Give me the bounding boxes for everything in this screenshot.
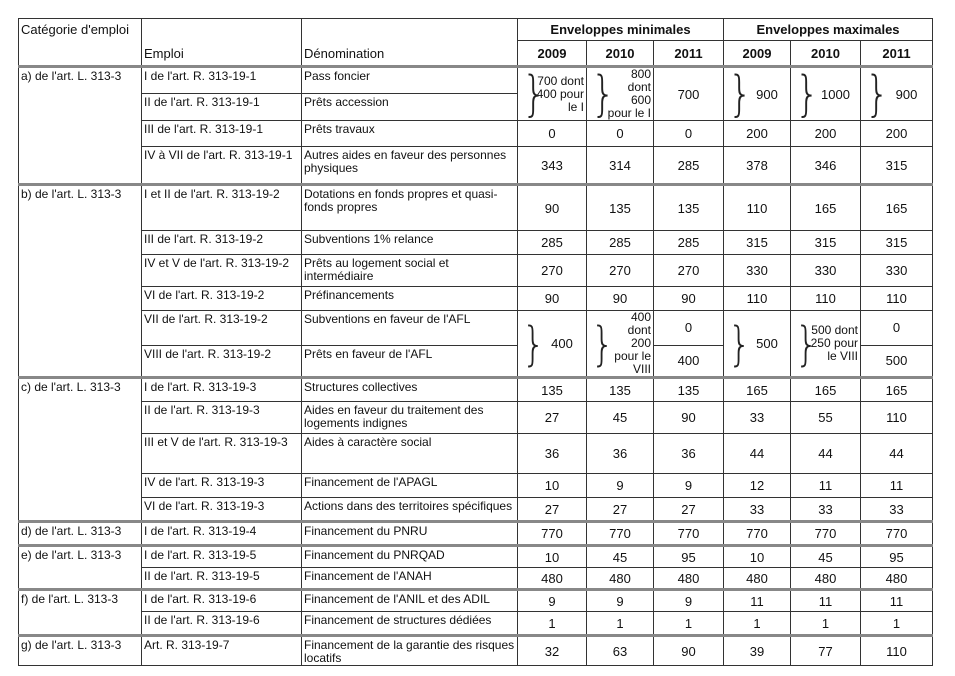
max-2010-cell: 11 <box>791 590 861 612</box>
max-2009-cell <box>724 67 791 121</box>
min-2011-cell: 9 <box>654 474 724 498</box>
denomination-cell: Subventions en faveur de l'AFL <box>302 311 518 346</box>
value-text: 800 dont 600 pour le I <box>607 67 651 120</box>
min-2011-cell: 480 <box>654 568 724 590</box>
min-2009-cell <box>518 67 587 121</box>
brace-icon: } <box>794 316 819 371</box>
min-2009-cell: 36 <box>518 434 587 474</box>
max-2010-cell: 77 <box>791 636 861 666</box>
min-2011-cell: 135 <box>654 185 724 231</box>
max-2009-cell: 110 <box>724 287 791 311</box>
min-2011-cell: 1 <box>654 612 724 636</box>
min-2011-cell: 0 <box>654 121 724 147</box>
table-row <box>19 255 933 287</box>
emploi-cell: I de l'art. R. 313-19-3 <box>142 378 302 402</box>
brace-icon: } <box>522 66 547 121</box>
emploi-cell: IV de l'art. R. 313-19-3 <box>142 474 302 498</box>
envelopes-table <box>18 18 933 666</box>
max-2009-cell: 770 <box>724 522 791 546</box>
table-row <box>19 590 933 612</box>
value-text: 400 dont 200 pour le VIII <box>614 310 651 376</box>
denomination-cell: Prêts accession <box>302 94 518 121</box>
min-2009-cell: 10 <box>518 546 587 568</box>
table-row <box>19 522 933 546</box>
denomination-cell: Financement de structures dédiées <box>302 612 518 636</box>
emploi-cell: IV à VII de l'art. R. 313-19-1 <box>142 147 302 185</box>
min-2011-cell: 135 <box>654 378 724 402</box>
table-body <box>19 67 933 666</box>
emploi-cell: I de l'art. R. 313-19-5 <box>142 546 302 568</box>
brace-icon: } <box>795 66 820 121</box>
max-2010-cell: 480 <box>791 568 861 590</box>
max-2009-cell: 11 <box>724 590 791 612</box>
emploi-cell: VI de l'art. R. 313-19-3 <box>142 498 302 522</box>
min-2009-cell: 343 <box>518 147 587 185</box>
emploi-cell: II de l'art. R. 313-19-6 <box>142 612 302 636</box>
max-2010-cell: 200 <box>791 121 861 147</box>
max-2010-cell: 33 <box>791 498 861 522</box>
max-2010-cell <box>791 311 861 378</box>
max-2010-cell: 315 <box>791 231 861 255</box>
min-2009-cell: 27 <box>518 498 587 522</box>
category-cell: f) de l'art. L. 313-3 <box>19 590 142 636</box>
max-2011-cell: 315 <box>861 147 933 185</box>
max-2009-cell: 110 <box>724 185 791 231</box>
denomination-cell: Financement de la garantie des risques locatifs <box>302 636 518 666</box>
min-2010-cell: 270 <box>587 255 654 287</box>
table-row <box>19 67 933 94</box>
min-2011-cell: 9 <box>654 590 724 612</box>
min-2009-cell: 770 <box>518 522 587 546</box>
table-row <box>19 287 933 311</box>
min-2009-cell: 0 <box>518 121 587 147</box>
max-2010-cell: 45 <box>791 546 861 568</box>
max-2011-cell: 33 <box>861 498 933 522</box>
header-enveloppes-minimales: Enveloppes minimales <box>518 19 724 41</box>
value-text: 500 <box>756 336 778 351</box>
denomination-cell: Financement du PNRQAD <box>302 546 518 568</box>
category-cell: a) de l'art. L. 313-3 <box>19 67 142 185</box>
max-2011-cell: 11 <box>861 590 933 612</box>
header-min-2010: 2010 <box>587 41 654 67</box>
emploi-cell: I de l'art. R. 313-19-6 <box>142 590 302 612</box>
table-row <box>19 612 933 636</box>
min-2010-cell: 45 <box>587 402 654 434</box>
max-2009-cell: 44 <box>724 434 791 474</box>
denomination-cell: Financement de l'APAGL <box>302 474 518 498</box>
min-2011-cell: 36 <box>654 434 724 474</box>
max-2011-cell: 110 <box>861 287 933 311</box>
header-max-2009: 2009 <box>724 41 791 67</box>
min-2009-cell: 27 <box>518 402 587 434</box>
emploi-cell: III de l'art. R. 313-19-1 <box>142 121 302 147</box>
min-2010-cell: 45 <box>587 546 654 568</box>
max-2009-cell: 12 <box>724 474 791 498</box>
min-2010-cell: 9 <box>587 590 654 612</box>
min-2011-cell: 90 <box>654 402 724 434</box>
table-row <box>19 474 933 498</box>
min-2011-cell: 270 <box>654 255 724 287</box>
denomination-cell: Structures collectives <box>302 378 518 402</box>
max-2011-cell: 44 <box>861 434 933 474</box>
max-2010-cell: 165 <box>791 378 861 402</box>
min-2010-cell: 285 <box>587 231 654 255</box>
max-2009-cell <box>724 311 791 378</box>
emploi-cell: I de l'art. R. 313-19-1 <box>142 67 302 94</box>
max-2011-cell: 480 <box>861 568 933 590</box>
denomination-cell: Prêts en faveur de l'AFL <box>302 345 518 377</box>
min-2010-cell <box>587 311 654 378</box>
max-2009-cell: 378 <box>724 147 791 185</box>
header-min-2009: 2009 <box>518 41 587 67</box>
max-2009-cell: 330 <box>724 255 791 287</box>
min-2009-cell: 32 <box>518 636 587 666</box>
min-2010-cell: 90 <box>587 287 654 311</box>
table-row <box>19 121 933 147</box>
emploi-cell: I de l'art. R. 313-19-4 <box>142 522 302 546</box>
min-2010-cell: 314 <box>587 147 654 185</box>
emploi-cell: III de l'art. R. 313-19-2 <box>142 231 302 255</box>
table-row <box>19 231 933 255</box>
min-2011-cell: 90 <box>654 636 724 666</box>
denomination-cell: Prêts au logement social et intermédiaire <box>302 255 518 287</box>
max-2011-cell: 165 <box>861 185 933 231</box>
min-2010-cell: 0 <box>587 121 654 147</box>
brace-icon: } <box>727 316 752 371</box>
value-text: 700 dont 400 pour le I <box>536 73 584 114</box>
max-2009-cell: 39 <box>724 636 791 666</box>
max-2010-cell: 330 <box>791 255 861 287</box>
header-max-2011: 2011 <box>861 41 933 67</box>
brace-icon: } <box>521 316 546 371</box>
min-2011-cell: 0 <box>654 311 724 346</box>
min-2010-cell: 63 <box>587 636 654 666</box>
max-2009-cell: 33 <box>724 402 791 434</box>
max-2011-cell: 770 <box>861 522 933 546</box>
value-text: 900 <box>756 86 778 102</box>
max-2009-cell: 1 <box>724 612 791 636</box>
max-2011-cell: 95 <box>861 546 933 568</box>
table-row <box>19 311 933 346</box>
min-2009-cell: 9 <box>518 590 587 612</box>
table-row <box>19 546 933 568</box>
table-row <box>19 147 933 185</box>
denomination-cell: Pass foncier <box>302 67 518 94</box>
max-2010-cell: 11 <box>791 474 861 498</box>
max-2009-cell: 200 <box>724 121 791 147</box>
value-text: 400 <box>551 336 573 351</box>
min-2011-cell: 400 <box>654 345 724 377</box>
min-2009-cell: 270 <box>518 255 587 287</box>
max-2010-cell: 44 <box>791 434 861 474</box>
emploi-cell: IV et V de l'art. R. 313-19-2 <box>142 255 302 287</box>
denomination-cell: Actions dans des territoires spécifiques <box>302 498 518 522</box>
max-2009-cell: 480 <box>724 568 791 590</box>
table-row <box>19 434 933 474</box>
min-2009-cell: 10 <box>518 474 587 498</box>
header-max-2010: 2010 <box>791 41 861 67</box>
value-text: 500 dont 250 pour le VIII <box>810 323 858 363</box>
header-enveloppes-maximales: Enveloppes maximales <box>724 19 933 41</box>
max-2009-cell: 165 <box>724 378 791 402</box>
category-cell: g) de l'art. L. 313-3 <box>19 636 142 666</box>
max-2010-cell: 165 <box>791 185 861 231</box>
emploi-cell: II de l'art. R. 313-19-1 <box>142 94 302 121</box>
min-2010-cell: 27 <box>587 498 654 522</box>
header-denomination: Dénomination <box>302 19 518 67</box>
max-2010-cell: 110 <box>791 287 861 311</box>
min-2010-cell <box>587 67 654 121</box>
min-2009-cell: 1 <box>518 612 587 636</box>
denomination-cell: Financement du PNRU <box>302 522 518 546</box>
brace-icon: } <box>865 66 890 121</box>
min-2010-cell: 9 <box>587 474 654 498</box>
brace-icon: } <box>728 66 753 121</box>
min-2011-cell: 285 <box>654 231 724 255</box>
max-2011-cell: 315 <box>861 231 933 255</box>
brace-icon: } <box>590 316 615 371</box>
emploi-cell: VII de l'art. R. 313-19-2 <box>142 311 302 346</box>
emploi-cell: VIII de l'art. R. 313-19-2 <box>142 345 302 377</box>
brace-icon: } <box>591 66 616 121</box>
max-2011-cell: 500 <box>861 345 933 377</box>
min-2010-cell: 135 <box>587 185 654 231</box>
emploi-cell: I et II de l'art. R. 313-19-2 <box>142 185 302 231</box>
max-2010-cell: 55 <box>791 402 861 434</box>
denomination-cell: Préfinancements <box>302 287 518 311</box>
table-row <box>19 498 933 522</box>
min-2011-cell: 95 <box>654 546 724 568</box>
emploi-cell: III et V de l'art. R. 313-19-3 <box>142 434 302 474</box>
denomination-cell: Aides en faveur du traitement des logements indignes <box>302 402 518 434</box>
min-2009-cell: 135 <box>518 378 587 402</box>
min-2009-cell: 90 <box>518 287 587 311</box>
max-2011-cell: 200 <box>861 121 933 147</box>
emploi-cell: II de l'art. R. 313-19-3 <box>142 402 302 434</box>
max-2011-cell: 110 <box>861 636 933 666</box>
category-cell: c) de l'art. L. 313-3 <box>19 378 142 522</box>
min-2010-cell: 770 <box>587 522 654 546</box>
max-2009-cell: 10 <box>724 546 791 568</box>
category-cell: e) de l'art. L. 313-3 <box>19 546 142 590</box>
category-cell: d) de l'art. L. 313-3 <box>19 522 142 546</box>
value-text: 1000 <box>821 86 850 102</box>
table-row <box>19 636 933 666</box>
emploi-cell: II de l'art. R. 313-19-5 <box>142 568 302 590</box>
max-2011-cell: 110 <box>861 402 933 434</box>
min-2009-cell <box>518 311 587 378</box>
max-2011-cell <box>861 67 933 121</box>
header-emploi: Emploi <box>142 19 302 67</box>
min-2009-cell: 480 <box>518 568 587 590</box>
max-2011-cell: 0 <box>861 311 933 346</box>
min-2011-cell: 770 <box>654 522 724 546</box>
max-2010-cell: 770 <box>791 522 861 546</box>
max-2009-cell: 33 <box>724 498 791 522</box>
table-row <box>19 378 933 402</box>
denomination-cell: Financement de l'ANAH <box>302 568 518 590</box>
table-row <box>19 185 933 231</box>
category-cell: b) de l'art. L. 313-3 <box>19 185 142 378</box>
denomination-cell: Aides à caractère social <box>302 434 518 474</box>
min-2011-cell: 90 <box>654 287 724 311</box>
table-row <box>19 402 933 434</box>
denomination-cell: Financement de l'ANIL et des ADIL <box>302 590 518 612</box>
header-categorie: Catégorie d'emploi <box>19 19 142 67</box>
header-min-2011: 2011 <box>654 41 724 67</box>
max-2011-cell: 165 <box>861 378 933 402</box>
min-2010-cell: 1 <box>587 612 654 636</box>
min-2010-cell: 480 <box>587 568 654 590</box>
max-2010-cell: 1 <box>791 612 861 636</box>
denomination-cell: Prêts travaux <box>302 121 518 147</box>
max-2011-cell: 330 <box>861 255 933 287</box>
denomination-cell: Dotations en fonds propres et quasi-fonds propres <box>302 185 518 231</box>
value-text: 900 <box>895 86 918 102</box>
min-2011-cell: 27 <box>654 498 724 522</box>
denomination-cell: Autres aides en faveur des personnes physiques <box>302 147 518 185</box>
max-2011-cell: 11 <box>861 474 933 498</box>
max-2010-cell <box>791 67 861 121</box>
min-2009-cell: 90 <box>518 185 587 231</box>
max-2010-cell: 346 <box>791 147 861 185</box>
max-2009-cell: 315 <box>724 231 791 255</box>
min-2009-cell: 285 <box>518 231 587 255</box>
emploi-cell: VI de l'art. R. 313-19-2 <box>142 287 302 311</box>
min-2011-cell: 700 <box>654 67 724 121</box>
emploi-cell: Art. R. 313-19-7 <box>142 636 302 666</box>
max-2011-cell: 1 <box>861 612 933 636</box>
min-2010-cell: 135 <box>587 378 654 402</box>
table-row <box>19 568 933 590</box>
min-2011-cell: 285 <box>654 147 724 185</box>
min-2010-cell: 36 <box>587 434 654 474</box>
denomination-cell: Subventions 1% relance <box>302 231 518 255</box>
